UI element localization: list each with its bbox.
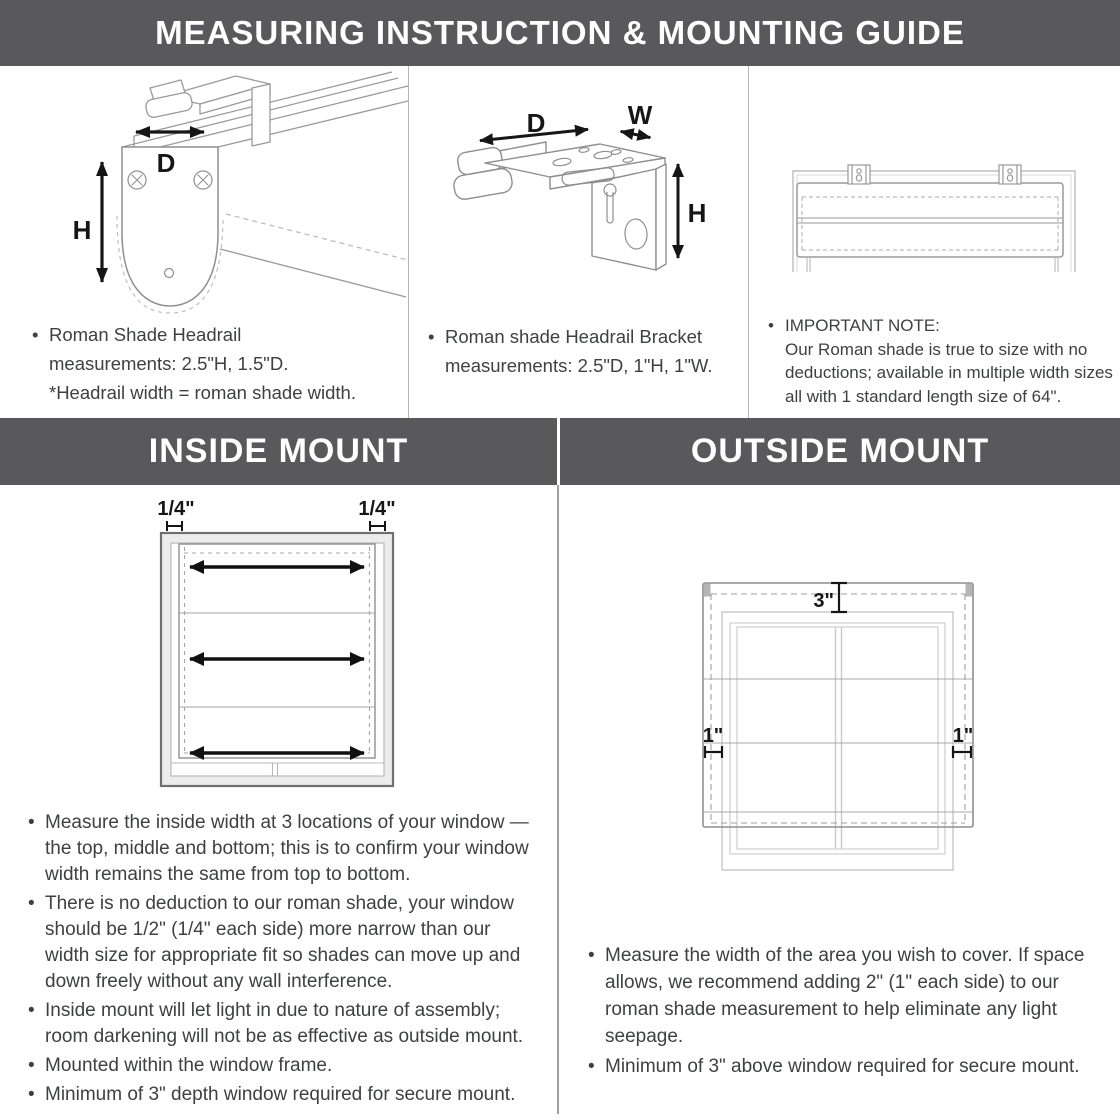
outside-top-gap-label: 3": [813, 590, 834, 612]
bracket-depth-label: D: [526, 108, 546, 138]
mounting-bracket-right: [999, 165, 1021, 184]
right-gap-measure: [953, 746, 971, 758]
bracket-height-label: H: [687, 198, 707, 228]
inside-mount-window-diagram: [0, 486, 557, 802]
bracket-diagram: [410, 66, 748, 316]
window-behind-shade: [722, 612, 953, 870]
bullet-item: [32, 320, 366, 407]
gap-tick-left: [167, 521, 182, 531]
bracket-width-label: W: [627, 100, 653, 130]
inside-mount-notes: [28, 810, 540, 1111]
bracket-note: [428, 322, 736, 380]
inside-right-gap-label: 1/4": [358, 498, 396, 520]
important-note-body: Our Roman shade is true to size with no deductions; available in multiple width sizes all with 1 standard length size of 64".: [785, 339, 1113, 406]
bullet-item: [588, 1053, 1100, 1080]
panel-divider: [408, 66, 409, 418]
left-gap-measure: [705, 746, 722, 758]
headrail-depth-label: D: [156, 148, 176, 178]
outside-right-gap-label: 1": [952, 725, 974, 747]
page-title: MEASURING INSTRUCTION & MOUNTING GUIDE: [155, 14, 965, 51]
bullet-text: Roman shade Headrail Bracket measurements: 2.5"D, 1"H, 1"W.: [445, 326, 713, 376]
bullet-text: Mounted within the window frame.: [45, 1055, 333, 1076]
outside-mount-title: OUTSIDE MOUNT: [690, 432, 990, 470]
bullet-text: Inside mount will let light in due to nature of assembly; room darkening will not be as effective as outside mount.: [45, 1000, 524, 1047]
bullet-item: [428, 322, 736, 380]
important-note-title: • IMPORTANT NOTE:: [785, 316, 940, 335]
bullet-text: Minimum of 3" depth window required for secure mount.: [45, 1084, 516, 1105]
shade-panel: [703, 583, 973, 827]
bullet-text: Minimum of 3" above window required for secure mount.: [605, 1056, 1080, 1077]
bullet-item: [28, 1053, 540, 1079]
window-legs: [807, 257, 1058, 272]
bullet-item: [768, 314, 1118, 408]
headrail-note: [32, 320, 366, 407]
mounted-shade-diagram: [748, 66, 1120, 286]
outside-mount-window-diagram: [560, 560, 1120, 890]
bullet-text: Measure the width of the area you wish to cover. If space allows, we recommend adding 2" (1" each side) to our roman shade measurement to help eliminate any light seepage.: [605, 945, 1085, 1047]
bullet-text: Measure the inside width at 3 locations of your window —the top, middle and bottom; this is to confirm your window width remains the same from top to bottom.: [45, 812, 529, 885]
inside-mount-header-bar: [0, 418, 557, 485]
important-note: [768, 314, 1118, 408]
bullet-item: [28, 810, 540, 888]
bracket-width-arrow: [621, 131, 651, 137]
headrail-front: [797, 183, 1063, 257]
bullet-text: There is no deduction to our roman shade, your window should be 1/2" (1/4" each side) more narrow than our width size for appropriate fit so shades can move up and down freely without any wall interference.: [45, 893, 521, 992]
inside-mount-title: INSIDE MOUNT: [148, 432, 409, 470]
bullet-text: Roman Shade Headrail measurements: 2.5"H, 1.5"D. *Headrail width = roman shade width.: [49, 324, 356, 403]
bullet-item: [28, 891, 540, 995]
bracket-body: [452, 142, 666, 270]
outside-left-gap-label: 1": [702, 725, 724, 747]
inside-left-gap-label: 1/4": [157, 498, 195, 520]
page-title-bar: [0, 0, 1120, 66]
bullet-item: [28, 1082, 540, 1108]
bullet-item: [28, 998, 540, 1050]
headrail-height-label: H: [72, 215, 92, 245]
gap-tick-right: [370, 521, 385, 531]
outside-mount-header-bar: [560, 418, 1120, 485]
column-divider: [557, 485, 559, 1114]
mounting-bracket-left: [848, 165, 870, 184]
headrail-diagram: [0, 66, 408, 316]
bullet-item: [588, 942, 1100, 1050]
outside-mount-notes: [588, 942, 1100, 1083]
shade-panel: [179, 544, 375, 758]
